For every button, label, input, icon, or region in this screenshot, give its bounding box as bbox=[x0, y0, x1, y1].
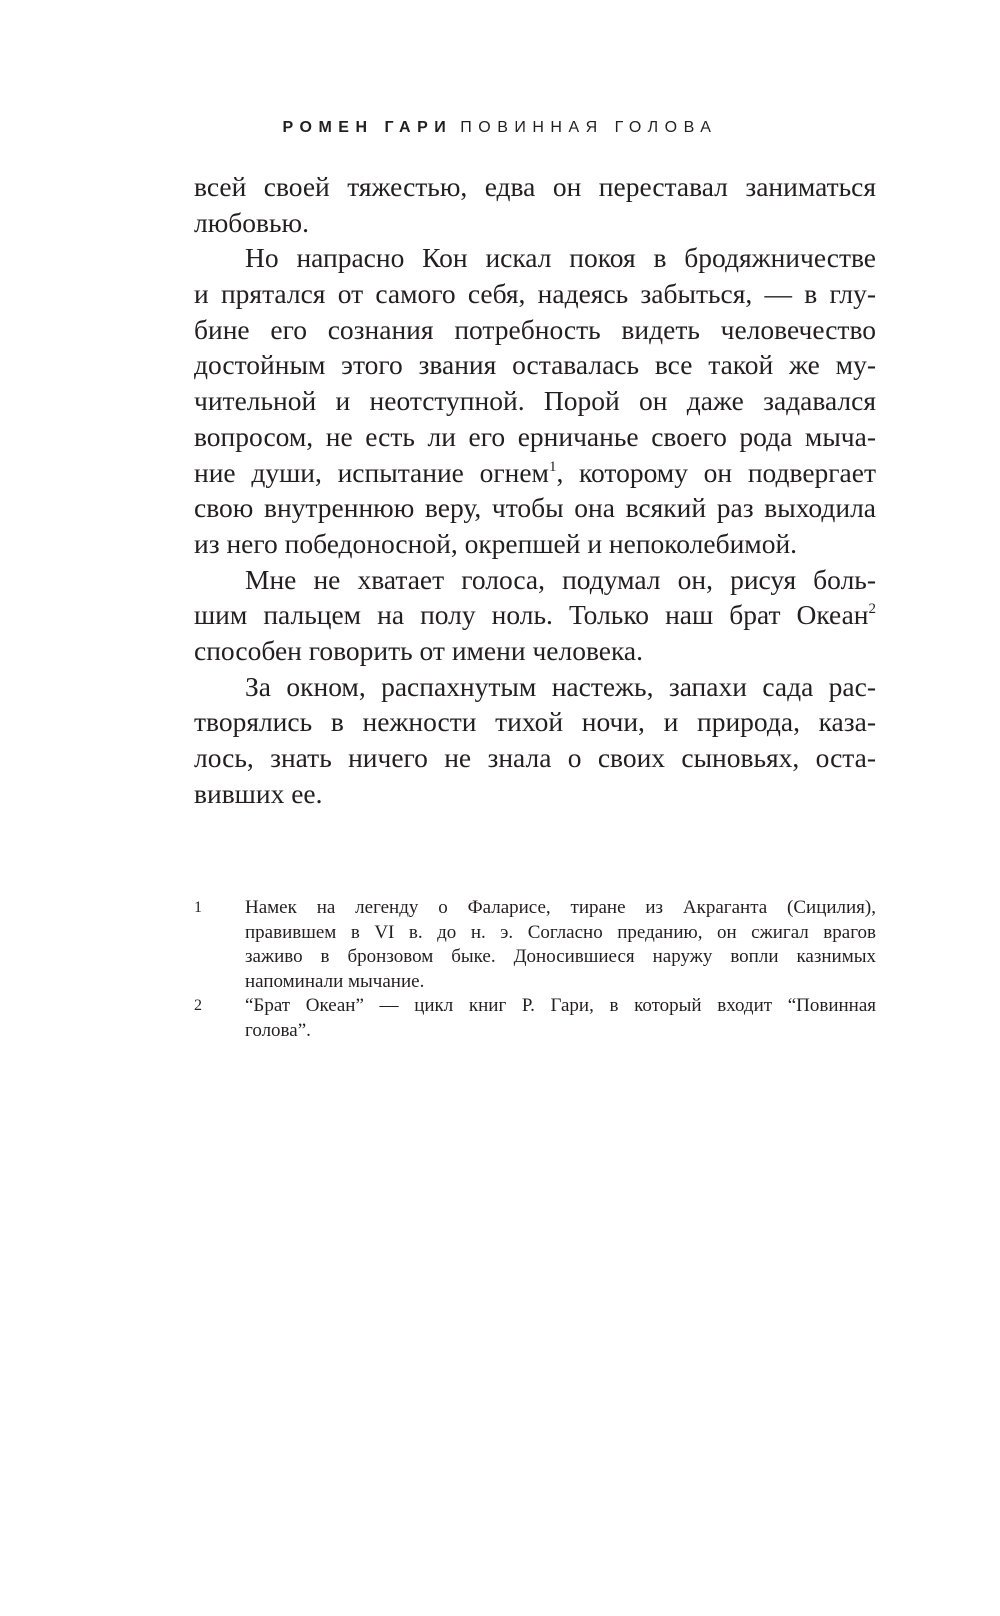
text-line: творялись в нежности тихой ночи, и природа, каза- bbox=[194, 706, 876, 738]
footnote-number: 2 bbox=[194, 997, 202, 1015]
text-segment: , которому он подвергает bbox=[556, 456, 876, 488]
running-head-book-title: ПОВИННАЯ ГОЛОВА bbox=[460, 119, 718, 136]
paragraph-2 bbox=[194, 240, 876, 561]
text-line: вопросом, не есть ли его ерничанье своего рода мыча- bbox=[194, 420, 876, 452]
footnote-text bbox=[245, 896, 876, 994]
footnote-line: Намек на легенду о Фаларисе, тиране из Акраганта (Сицилия), bbox=[245, 897, 876, 918]
text-segment: шим пальцем на полу ноль. Только наш брат Океан bbox=[194, 599, 869, 631]
text-line: любовью. bbox=[194, 206, 309, 238]
footnote-line: голова”. bbox=[245, 1019, 311, 1041]
footnote-2 bbox=[194, 994, 876, 1043]
text-line: достойным этого звания оставалась все такой же му- bbox=[194, 349, 876, 381]
text-line: Мне не хватает голоса, подумал он, рисуя боль- bbox=[245, 563, 876, 595]
footnote-line: правившем в VI в. до н. э. Согласно преданию, он сжигал врагов bbox=[245, 921, 876, 943]
footnote-line: напоминали мычание. bbox=[245, 970, 425, 992]
running-head-author: РОМЕН ГАРИ bbox=[282, 119, 453, 136]
running-head bbox=[0, 118, 1000, 138]
text-line: из него победоносной, окрепшей и непоколебимой. bbox=[194, 527, 798, 559]
text-line: бине его сознания потребность видеть человечество bbox=[194, 313, 876, 345]
text-line: и прятался от самого себя, надеясь забыться, — в глу- bbox=[194, 278, 876, 310]
footnotes bbox=[194, 896, 876, 1044]
text-line: чительной и неотступной. Порой он даже задавался bbox=[194, 385, 876, 417]
text-line-with-footnote bbox=[194, 455, 876, 491]
footnote-reference-2[interactable]: 2 bbox=[868, 601, 876, 618]
text-line: способен говорить от имени человека. bbox=[194, 634, 644, 666]
text-line: вивших ее. bbox=[194, 777, 323, 809]
footnote-text bbox=[245, 994, 876, 1043]
footnote-line: заживо в бронзовом быке. Доносившиеся наружу вопли казнимых bbox=[245, 946, 876, 968]
paragraph-3 bbox=[194, 562, 876, 669]
text-line: свою внутреннюю веру, чтобы она всякий раз выходила bbox=[194, 492, 876, 524]
paragraph-1 bbox=[194, 169, 876, 240]
main-text bbox=[194, 169, 876, 811]
text-line: всей своей тяжестью, едва он переставал заниматься bbox=[194, 171, 876, 202]
paragraph-4 bbox=[194, 669, 876, 812]
footnote-line: “Брат Океан” — цикл книг Р. Гари, в который входит “Повинная bbox=[245, 995, 876, 1017]
text-line: Но напрасно Кон искал покоя в бродяжничестве bbox=[245, 242, 876, 274]
text-line: За окном, распахнутым настежь, запахи сада рас- bbox=[245, 670, 876, 702]
text-segment: ние души, испытание огнем bbox=[194, 456, 549, 488]
footnote-reference-1[interactable]: 1 bbox=[548, 458, 557, 475]
text-line: лось, знать ничего не знала о своих сыновьях, оста- bbox=[194, 742, 876, 773]
footnote-number: 1 bbox=[194, 899, 202, 916]
text-line-with-footnote bbox=[194, 597, 876, 633]
footnote-1 bbox=[194, 896, 876, 994]
